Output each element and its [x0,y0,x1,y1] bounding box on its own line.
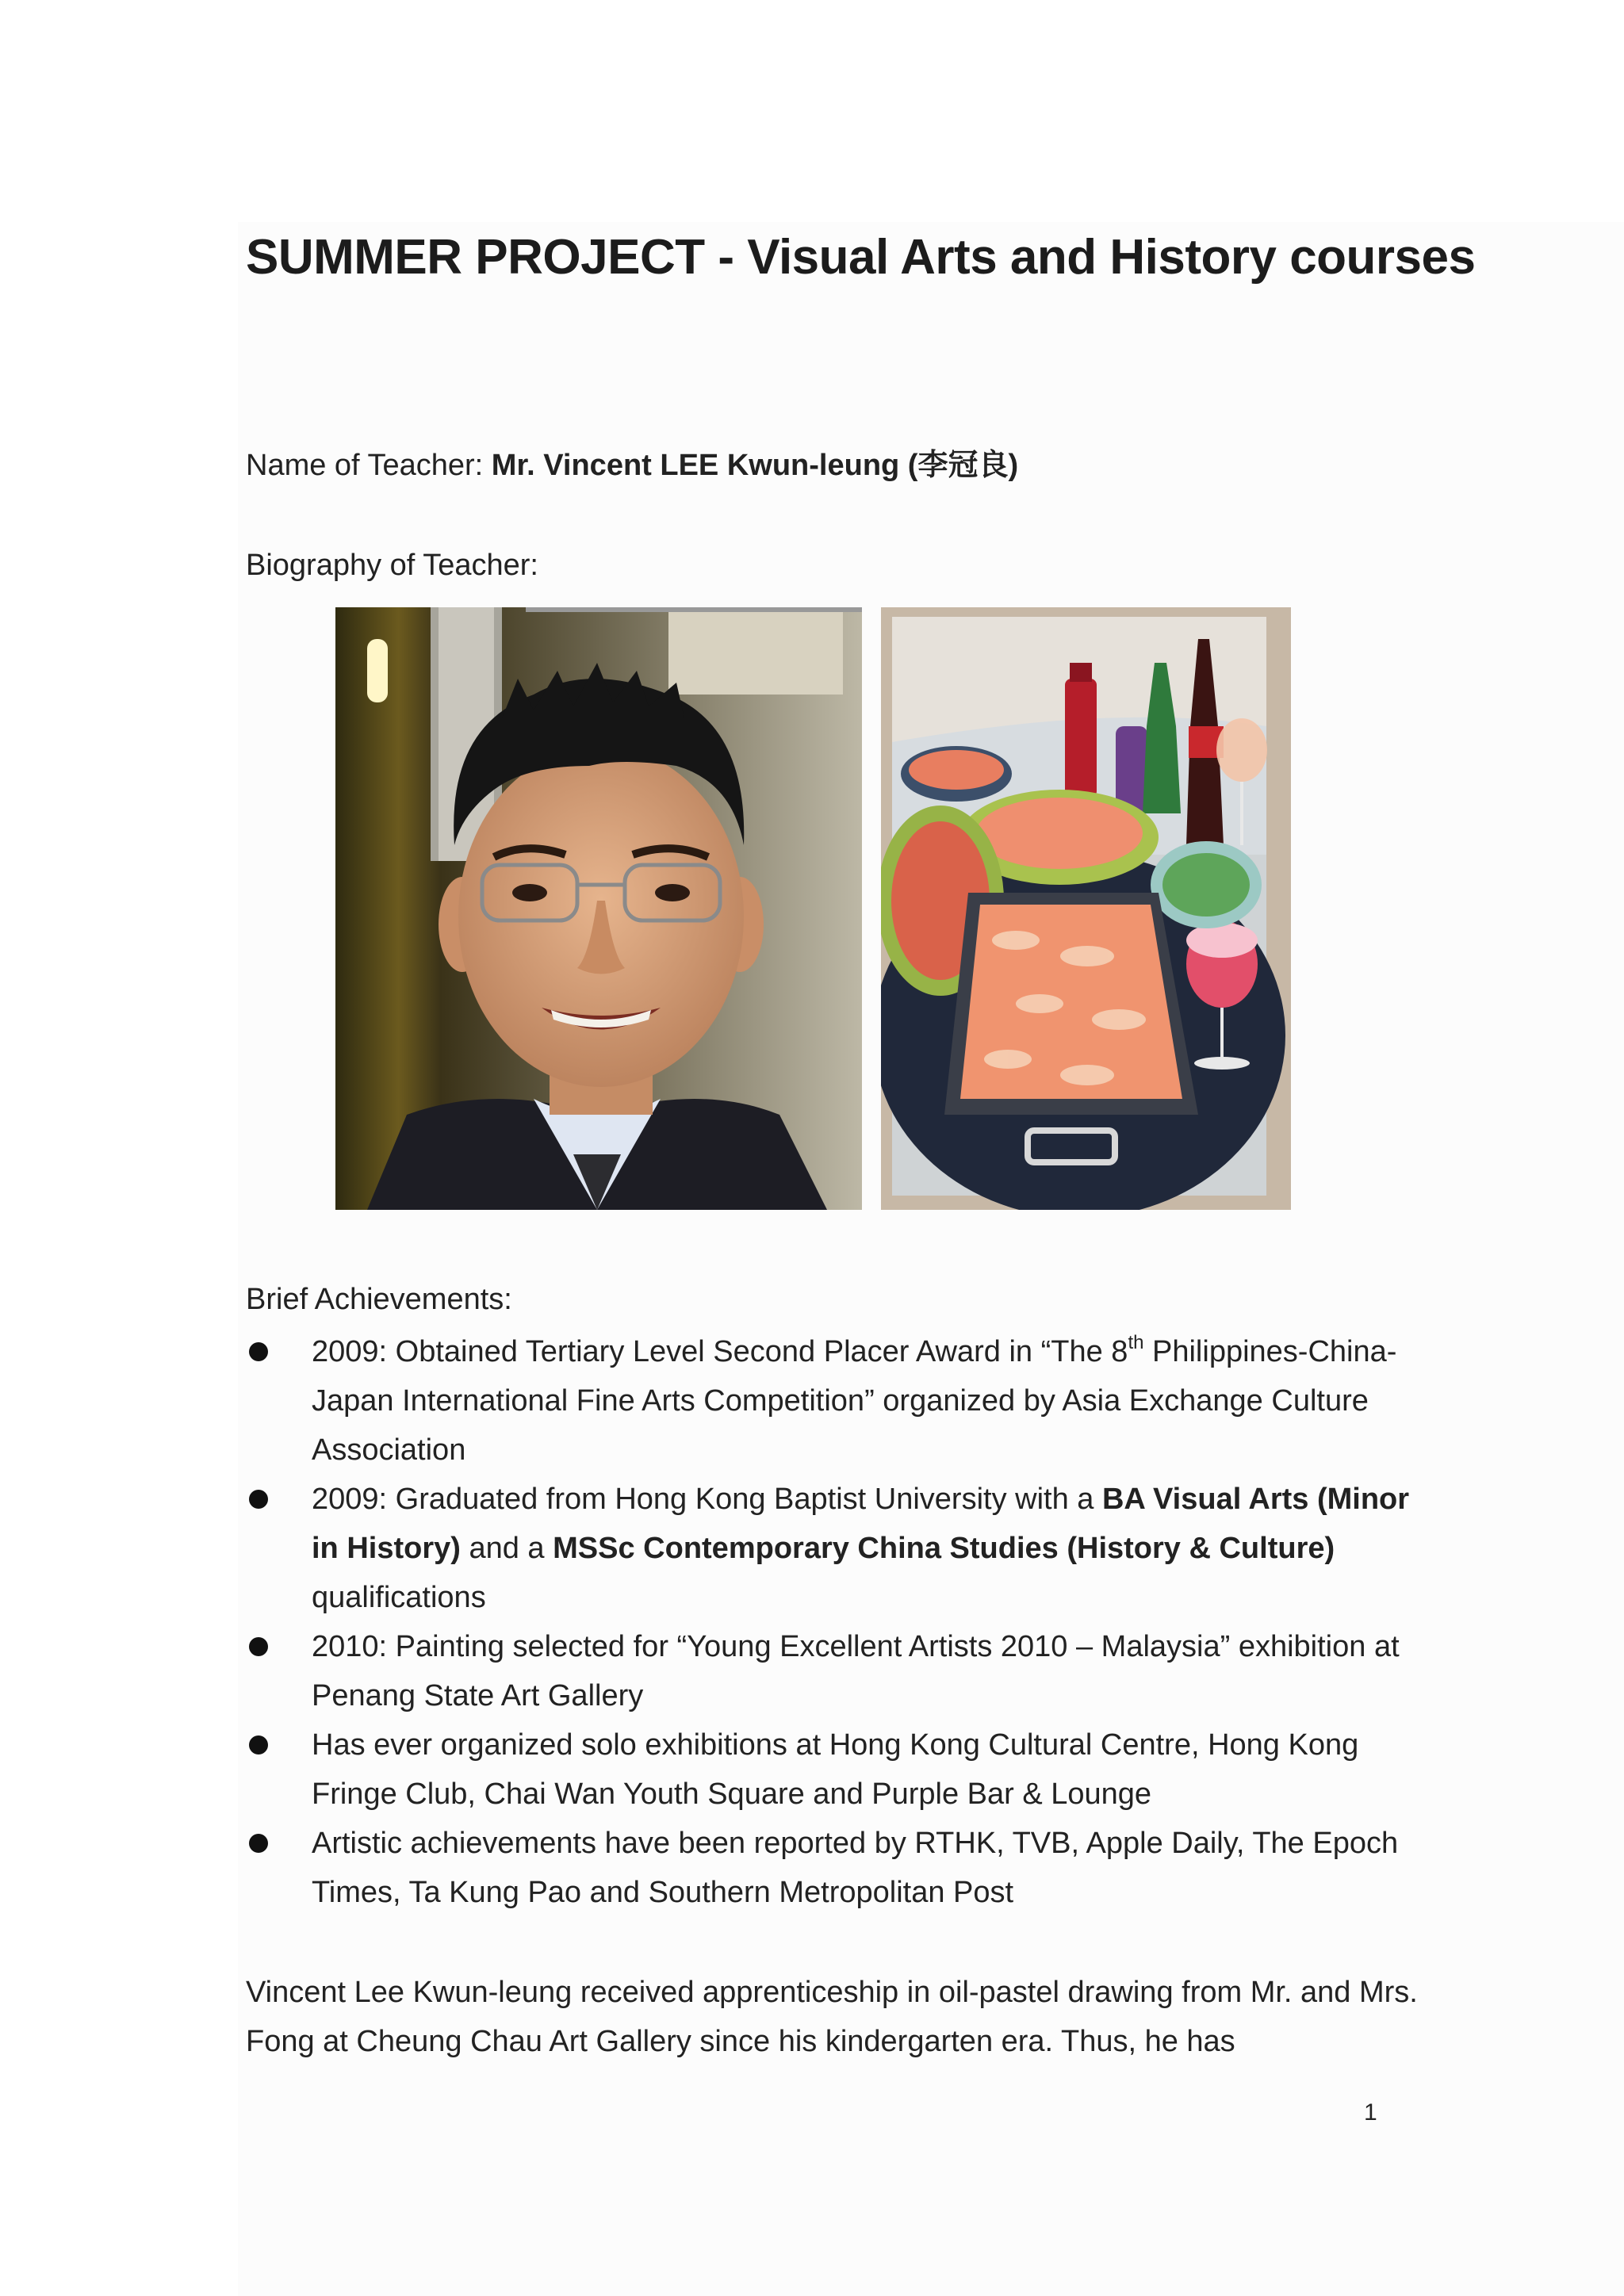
achievement-item: 2009: Graduated from Hong Kong Baptist University with a BA Visual Arts (Minor in History) and a MSSc Contemporary China Studies (History & Culture) qualifications [246,1475,1419,1622]
bullet-icon [249,1490,268,1509]
teacher-portrait-photo [335,607,862,1210]
biography-paragraph: Vincent Lee Kwun-leung received apprenticeship in oil-pastel drawing from Mr. and Mrs. Fong at Cheung Chau Art Gallery since his kindergarten era. Thus, he has [246,1976,1418,2058]
achievements-list [246,1327,1419,1917]
bullet-icon [249,1342,268,1361]
achievements-label: Brief Achievements: [246,1283,512,1316]
bullet-icon [249,1637,268,1656]
bullet-icon [249,1735,268,1755]
teacher-name-line [246,441,1018,490]
achievement-item: 2009: Obtained Tertiary Level Second Placer Award in “The 8th Philippines-China-Japan International Fine Arts Competition” organized by Asia Exchange Culture Association [246,1327,1419,1475]
document-title: SUMMER PROJECT - Visual Arts and History courses [246,230,1476,285]
achievement-item: Artistic achievements have been reported by RTHK, TVB, Apple Daily, The Epoch Times, Ta Kung Pao and Southern Metropolitan Post [246,1819,1419,1917]
teacher-label: Name of Teacher: [246,449,492,482]
bullet-icon [249,1834,268,1853]
achievement-item: Has ever organized solo exhibitions at Hong Kong Cultural Centre, Hong Kong Fringe Club, Chai Wan Youth Square and Purple Bar & Lounge [246,1720,1419,1819]
still-life-painting [881,607,1291,1210]
biography-label: Biography of Teacher: [246,549,538,582]
page-number: 1 [1364,2099,1377,2126]
teacher-name: Mr. Vincent LEE Kwun-leung (李冠良) [491,449,1019,482]
achievement-item: 2010: Painting selected for “Young Excellent Artists 2010 – Malaysia” exhibition at Penang State Art Gallery [246,1622,1419,1720]
